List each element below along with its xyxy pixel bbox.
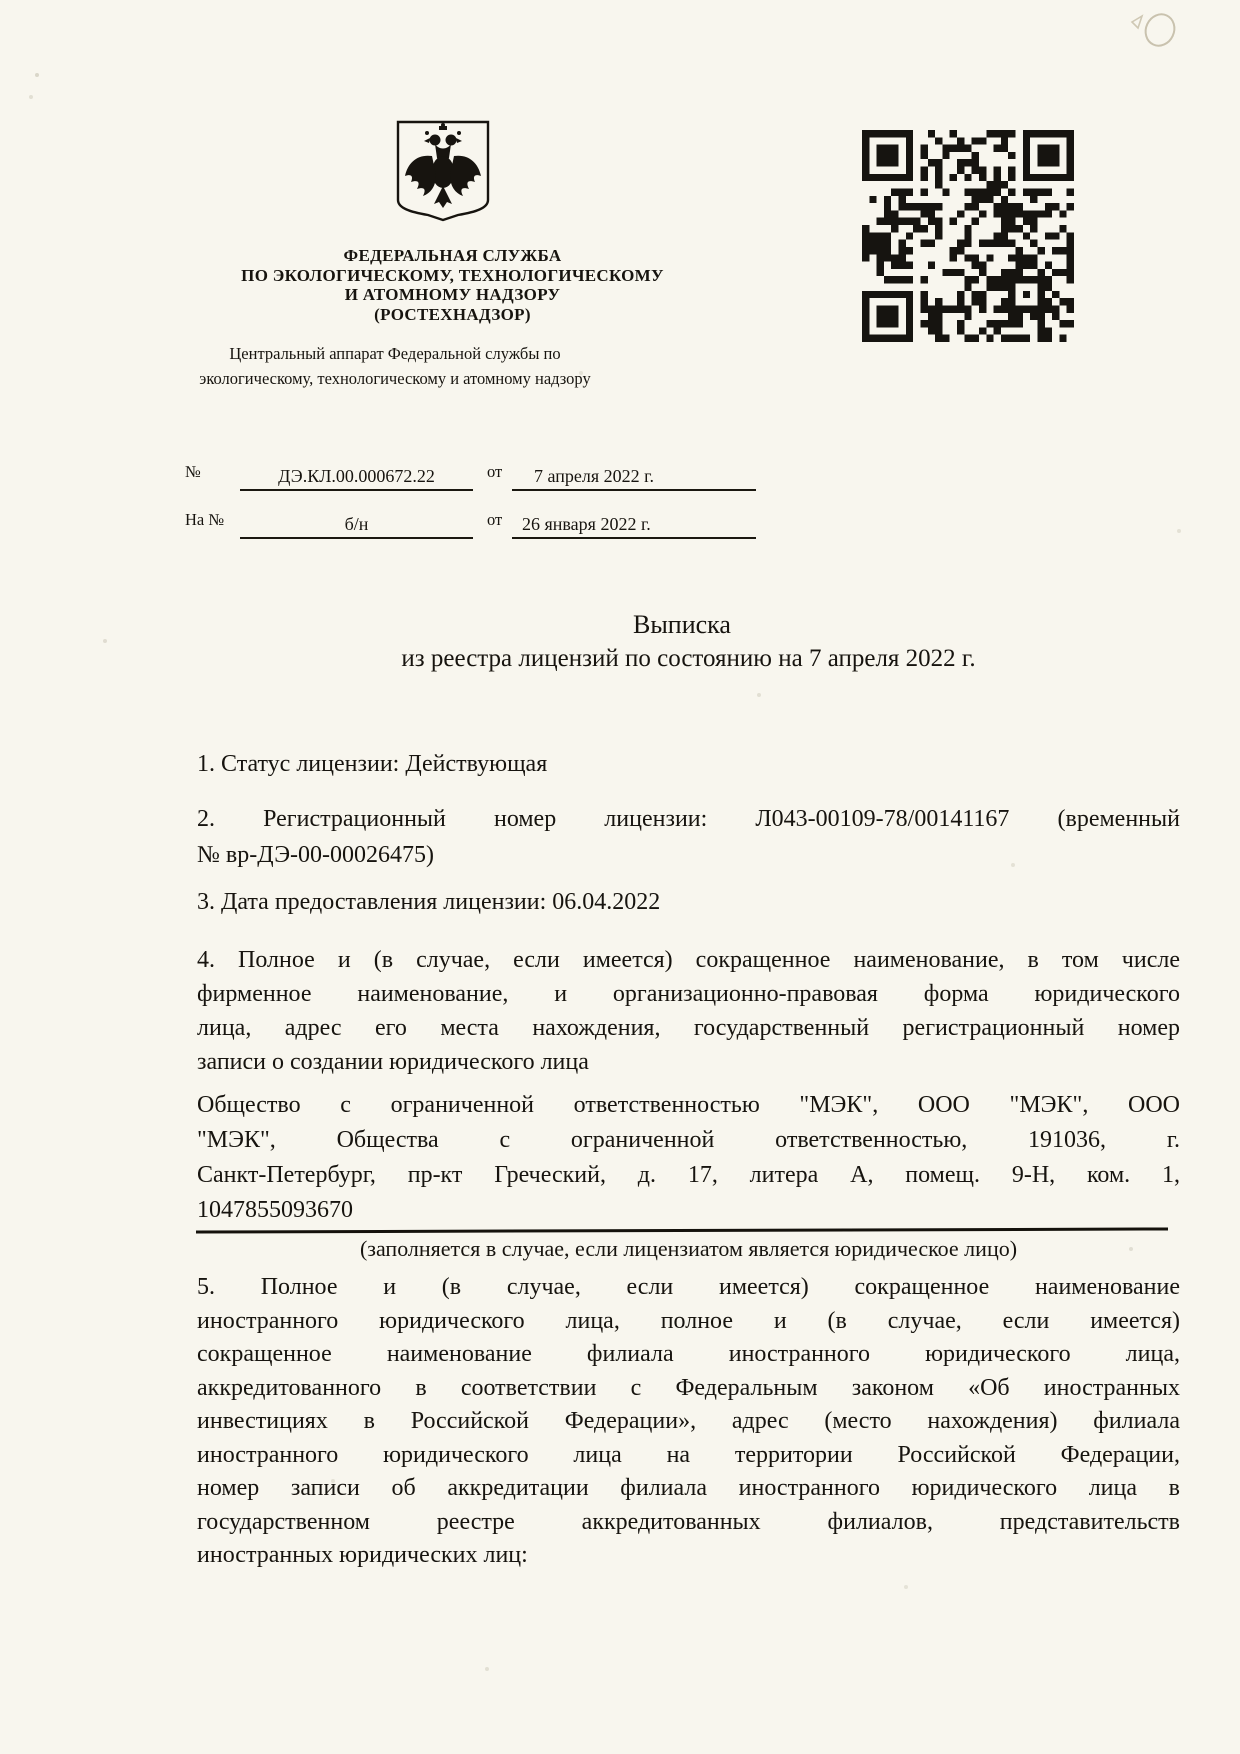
agency-line: ФЕДЕРАЛЬНАЯ СЛУЖБА xyxy=(343,246,562,265)
agency-line: ПО ЭКОЛОГИЧЕСКОМУ, ТЕХНОЛОГИЧЕСКОМУ xyxy=(241,265,664,285)
text-line: лица, адрес его места нахождения, государственный регистрационный номер xyxy=(197,1015,1180,1041)
text-line: 5. Полное и (в случае, если имеется) сокращенное наименование xyxy=(197,1274,1180,1300)
item-5-foreign-entity xyxy=(197,1271,1180,1573)
text-line: иностранного юридического лица, полное и (в случае, если имеется) xyxy=(197,1307,1180,1334)
text-line: 2. Регистрационный номер лицензии: Л043-00109-78/00141167 (временный xyxy=(197,806,1180,832)
scan-noise-speckles xyxy=(0,0,2,2)
reply-number-label: На № xyxy=(185,510,225,529)
item-4-entity-heading xyxy=(197,943,1180,1079)
item-3-grant-date xyxy=(197,889,1180,916)
footnote-separator-line xyxy=(196,1227,1168,1233)
reply-date-value xyxy=(512,506,756,539)
department-line: экологическому, технологическому и атомному надзору xyxy=(199,369,591,388)
reply-date-text: 26 января 2022 г. xyxy=(522,514,651,534)
department-name xyxy=(110,341,680,391)
text-line: иностранных юридических лиц: xyxy=(197,1542,528,1568)
text-line: № вр-ДЭ-00-00026475) xyxy=(197,842,435,868)
text-line: 3. Дата предоставления лицензии: 06.04.2022 xyxy=(197,889,661,915)
item-1-license-status xyxy=(197,751,1180,778)
outgoing-number-text: ДЭ.КЛ.00.000672.22 xyxy=(278,466,435,486)
text-line: 4. Полное и (в случае, если имеется) сокращенное наименование, в том числе xyxy=(197,947,1180,973)
outgoing-number-label: № xyxy=(185,462,201,481)
agency-line: И АТОМНОМУ НАДЗОРУ xyxy=(344,285,561,304)
outgoing-date-value xyxy=(512,458,756,491)
text-line: 1047855093670 xyxy=(197,1197,353,1223)
document-title: Выписка xyxy=(633,610,731,639)
text-line: инвестициях в Российской Федерации», адрес (место нахождения) филиала xyxy=(197,1408,1180,1434)
reply-number-value xyxy=(240,506,473,539)
text-line: "МЭК", Общества с ограниченной ответственностью, 191036, г. xyxy=(197,1127,1180,1153)
entity-footnote: (заполняется в случае, если лицензиатом является юридическое лицо) xyxy=(359,1236,1018,1261)
agency-name xyxy=(150,246,755,324)
outgoing-date-text: 7 апреля 2022 г. xyxy=(534,466,654,486)
corner-scan-mark xyxy=(1120,8,1182,52)
text-line: 1. Статус лицензии: Действующая xyxy=(197,751,548,777)
outgoing-number-value xyxy=(240,458,473,491)
agency-line: (РОСТЕХНАДЗОР) xyxy=(374,304,531,324)
text-line: иностранного юридического лица на территории Российской Федерации, xyxy=(197,1441,1180,1468)
text-line: Санкт-Петербург, пр-кт Греческий, д. 17, литера А, помещ. 9-Н, ком. 1, xyxy=(197,1162,1180,1188)
text-line: записи о создании юридического лица xyxy=(197,1049,589,1075)
text-line: номер записи об аккредитации филиала иностранного юридического лица в xyxy=(197,1475,1180,1501)
text-line: Общество с ограниченной ответственностью "МЭК", ООО "МЭК", ООО xyxy=(197,1092,1180,1118)
qr-code xyxy=(862,127,1074,345)
text-line: сокращенное наименование филиала иностранного юридического лица, xyxy=(197,1341,1180,1367)
item-4-entity-value xyxy=(197,1088,1180,1228)
item-2-registration-number xyxy=(197,801,1180,873)
document-subtitle: из реестра лицензий по состоянию на 7 апреля 2022 г. xyxy=(401,645,976,672)
text-line: государственном реестре аккредитованных филиалов, представительств xyxy=(197,1508,1180,1535)
reply-number-text: б/н xyxy=(344,514,369,534)
reply-date-prefix: от xyxy=(487,510,503,529)
text-line: фирменное наименование, и организационно-правовая форма юридического xyxy=(197,981,1180,1007)
russia-coat-of-arms-icon xyxy=(396,120,490,222)
text-line: аккредитованного в соответствии с Федеральным законом «Об иностранных xyxy=(197,1374,1180,1401)
outgoing-date-prefix: от xyxy=(487,462,503,481)
department-line: Центральный аппарат Федеральной службы по xyxy=(229,344,561,363)
